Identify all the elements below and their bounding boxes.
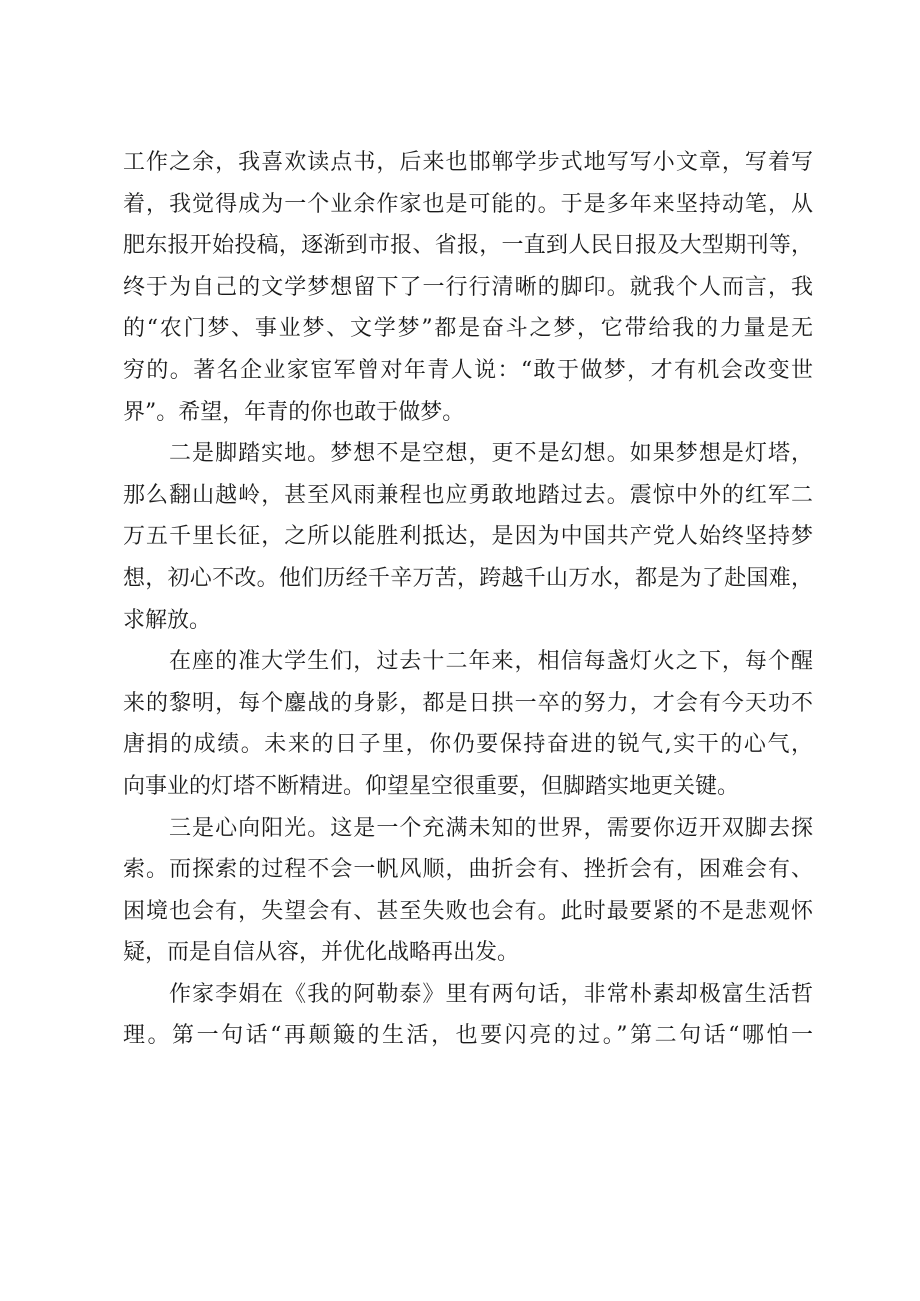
text-line: 终于为自己的文学梦想留下了一行行清晰的脚印。就我个人而言，我	[123, 274, 813, 300]
text-line: 工作之余，我喜欢读点书，后来也邯郸学步式地写写小文章，写着写	[123, 150, 813, 175]
text-line: 那么翻山越岭，甚至风雨兼程也应勇敢地踏过去。震惊中外的红军二	[123, 482, 813, 508]
text-line: 求解放。	[123, 607, 212, 633]
text-line: 索。而探索的过程不会一帆风顺，曲折会有、挫折会有，困难会有、	[123, 857, 813, 883]
text-line: 来的黎明，每个鏖战的身影，都是日拱一卒的努力，才会有今天功不	[123, 690, 813, 716]
text-line: 的“农门梦、事业梦、文学梦”都是奋斗之梦，它带给我的力量是无	[123, 316, 813, 342]
paragraph-first-line: 作家李娟在《我的阿勒泰》里有两句话，非常朴素却极富生活哲	[169, 981, 813, 1007]
text-line: 万五千里长征，之所以能胜利抵达，是因为中国共产党人始终坚持梦	[123, 524, 813, 550]
text-line: 界”。希望，年青的你也敢于做梦。	[123, 399, 465, 425]
paragraph-first-line: 二是脚踏实地。梦想不是空想，更不是幻想。如果梦想是灯塔，	[169, 441, 813, 467]
text-line: 困境也会有，失望会有、甚至失败也会有。此时最要紧的不是悲观怀	[123, 898, 813, 924]
body-text	[123, 142, 813, 1057]
paragraph-first-line: 在座的准大学生们，过去十二年来，相信每盏灯火之下，每个醒	[169, 649, 813, 675]
text-line: 向事业的灯塔不断精进。仰望星空很重要，但脚踏实地更关键。	[123, 773, 740, 799]
text-line: 肥东报开始投稿，逐渐到市报、省报，一直到人民日报及大型期刊等，	[123, 233, 813, 259]
text-line: 穷的。著名企业家宦军曾对年青人说：“敢于做梦，才有机会改变世	[123, 357, 813, 383]
text-line: 理。第一句话“再颠簸的生活，也要闪亮的过。”第二句话“哪怕一	[123, 1023, 813, 1049]
text-line: 着，我觉得成为一个业余作家也是可能的。于是多年来坚持动笔，从	[123, 191, 813, 217]
text-line: 想，初心不改。他们历经千辛万苦，跨越千山万水，都是为了赴国难，	[123, 565, 813, 591]
paragraph-first-line: 三是心向阳光。这是一个充满未知的世界，需要你迈开双脚去探	[169, 815, 813, 841]
text-line: 疑，而是自信从容，并优化战略再出发。	[123, 940, 520, 966]
text-line: 唐捐的成绩。未来的日子里，你仍要保持奋进的锐气,实干的心气，	[123, 732, 813, 758]
